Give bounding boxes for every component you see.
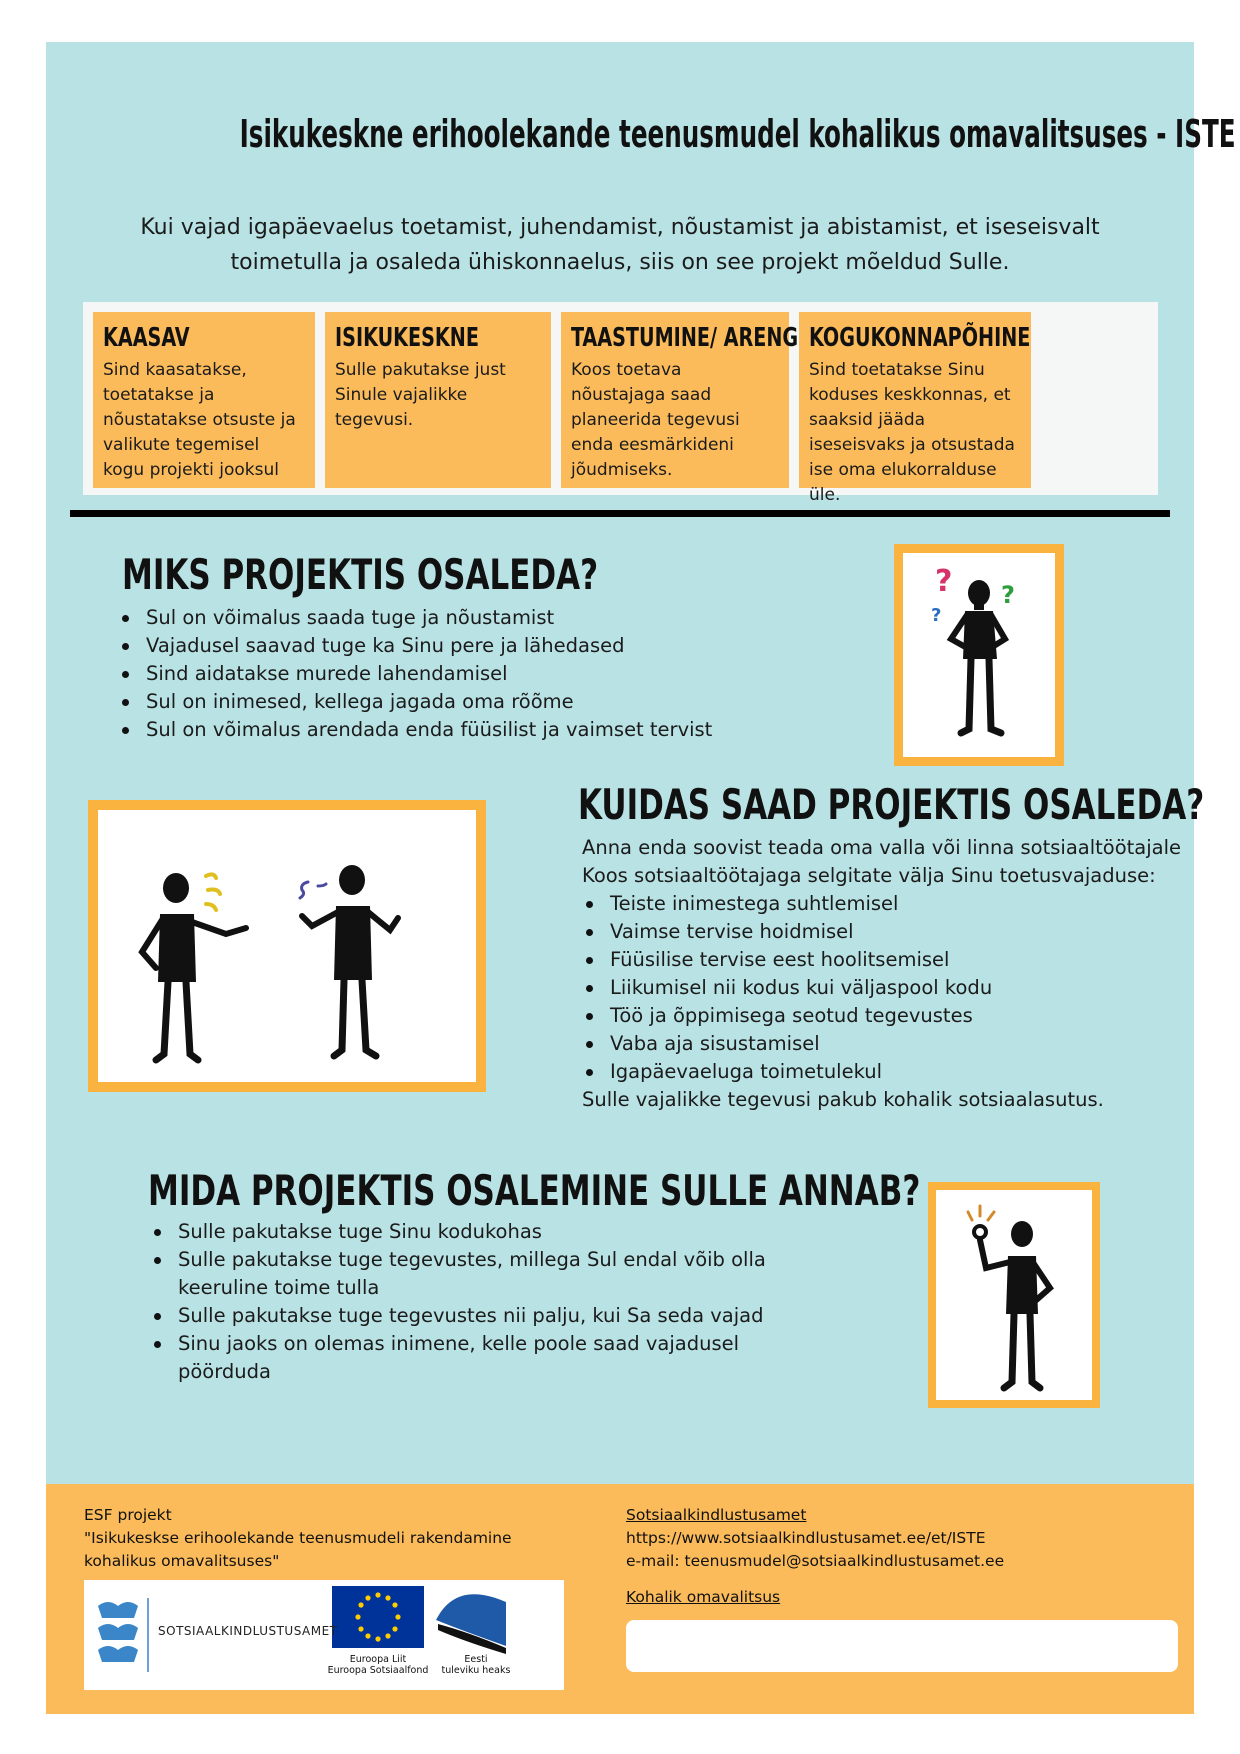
section-divider: [70, 510, 1170, 517]
kov-field[interactable]: [626, 1620, 1178, 1672]
footer: [46, 1484, 1194, 1714]
list-item: Sulle pakutakse tuge tegevustes, millega Sul endal võib olla keeruline toime tulla: [150, 1246, 790, 1302]
list-item: Töö ja õppimisega seotud tegevustes: [582, 1002, 1182, 1030]
list-item: Liikumisel nii kodus kui väljaspool kodu: [582, 974, 1182, 1002]
ok-gesture-illustration: [928, 1182, 1100, 1408]
card-text: Sind kaasatakse, toetatakse ja nõustatakse otsuste ja valikute tegemisel kogu projekti jooksul: [103, 360, 296, 480]
why-heading: MIKS PROJEKTIS OSALEDA?: [122, 550, 599, 599]
gives-heading: MIDA PROJEKTIS OSALEMINE SULLE ANNAB?: [148, 1166, 921, 1215]
ska-lions-icon: [98, 1602, 138, 1662]
esf-line-2: "Isikukeskse erihoolekande teenusmudeli rakendamine: [84, 1529, 512, 1547]
card-isikukeskne: [325, 312, 551, 488]
list-item: Teiste inimestega suhtlemisel: [582, 890, 1182, 918]
list-item: Vajadusel saavad tuge ka Sinu pere ja lähedased: [118, 632, 758, 660]
card-taastumine: [561, 312, 799, 488]
kov-label: Kohalik omavalitsus: [626, 1588, 781, 1606]
card-text: Sulle pakutakse just Sinule vajalikke tegevusi.: [335, 360, 506, 430]
ok-gesture-figure-icon: [936, 1190, 1092, 1400]
esf-line-3: kohalikus omavalitsuses": [84, 1552, 280, 1570]
list-item: Igapäevaeluga toimetulekul: [582, 1058, 1182, 1086]
how-line-1: Anna enda soovist teada oma valla või linna sotsiaaltöötajale: [582, 836, 1182, 859]
card-kaasav: [93, 312, 315, 488]
how-line-2: Koos sotsiaaltöötajaga selgitate välja Sinu toetusvajaduse:: [582, 864, 1156, 887]
title-wrap: [46, 112, 1236, 156]
poster: [46, 42, 1236, 1714]
list-item: Sul on võimalus arendada enda füüsilist ja vaimset tervist: [118, 716, 758, 744]
esf-line-1: ESF projekt: [84, 1506, 172, 1524]
thinking-figure-icon: [903, 553, 1055, 757]
thinking-person-illustration: [894, 544, 1064, 766]
how-heading-wrap: [578, 780, 1240, 830]
eu-caption-1: Euroopa Liit: [349, 1654, 407, 1665]
list-item: Sul on inimesed, kellega jagada oma rõõme: [118, 688, 758, 716]
eesti-logo-icon: [436, 1594, 506, 1654]
ee-caption-2: tuleviku heaks: [441, 1665, 511, 1676]
list-item: Vaimse tervise hoidmisel: [582, 918, 1182, 946]
card-heading: KAASAV: [103, 323, 190, 353]
list-item: Sulle pakutakse tuge tegevustes nii palju, kui Sa seda vajad: [150, 1302, 790, 1330]
card-heading: TAASTUMINE/ ARENG: [571, 323, 799, 353]
ee-caption-1: Eesti: [464, 1654, 488, 1665]
org-name-link[interactable]: Sotsiaalkindlustusamet: [626, 1506, 807, 1524]
why-heading-wrap: [122, 550, 703, 600]
org-email[interactable]: e-mail: teenusmudel@sotsiaalkindlustusamet.ee: [626, 1552, 1005, 1570]
contact-info: [626, 1504, 1186, 1573]
how-closing: Sulle vajalikke tegevusi pakub kohalik sotsiaalasutus.: [582, 1088, 1104, 1111]
svg-text:?: ?: [1001, 581, 1015, 609]
svg-text:?: ?: [931, 605, 942, 626]
list-item: Sinu jaoks on olemas inimene, kelle poole saad vajadusel pöörduda: [150, 1330, 790, 1386]
list-item: Sul on võimalus saada tuge ja nõustamist: [118, 604, 758, 632]
org-url[interactable]: https://www.sotsiaalkindlustusamet.ee/et/ISTE: [626, 1529, 986, 1547]
logos-strip: [84, 1580, 564, 1690]
why-list: [118, 604, 758, 744]
card-text: Koos toetava nõustajaga saad planeerida tegevusi enda eesmärkideni jõudmiseks.: [571, 360, 740, 480]
how-heading: KUIDAS SAAD PROJEKTIS OSALEDA?: [578, 780, 1205, 829]
card-heading: ISIKUKESKNE: [335, 323, 479, 353]
how-list: [582, 890, 1182, 1086]
conversation-illustration: [88, 800, 486, 1092]
list-item: Sind aidatakse murede lahendamisel: [118, 660, 758, 688]
svg-text:?: ?: [935, 564, 953, 599]
card-kogukonnapohine: [799, 312, 1031, 505]
page-title: Isikukeskne erihoolekande teenusmudel kohalikus omavalitsuses - ISTE: [239, 112, 1236, 156]
card-heading: KOGUKONNAPÕHINE: [809, 323, 1031, 353]
list-item: Füüsilise tervise eest hoolitsemisel: [582, 946, 1182, 974]
eu-caption-2: Euroopa Sotsiaalfond: [327, 1665, 429, 1676]
intro-text: Kui vajad igapäevaelus toetamist, juhendamist, nõustamist ja abistamist, et iseseisvalt toimetulla ja osaleda ühiskonnaelus, siis on see projekt mõeldud Sulle.: [140, 215, 1100, 275]
conversation-figures-icon: [98, 810, 476, 1082]
ska-logo-text: SOTSIAALKINDLUSTUSAMET: [158, 1624, 338, 1638]
esf-info: [84, 1504, 524, 1573]
gives-list: [150, 1218, 790, 1386]
list-item: Sulle pakutakse tuge Sinu kodukohas: [150, 1218, 790, 1246]
card-text: Sind toetatakse Sinu koduses keskkonnas, et saaksid jääda iseseisvaks ja otsustada ise oma elukorralduse üle.: [809, 360, 1015, 505]
list-item: Vaba aja sisustamisel: [582, 1030, 1182, 1058]
principles-panel: [83, 302, 1158, 505]
